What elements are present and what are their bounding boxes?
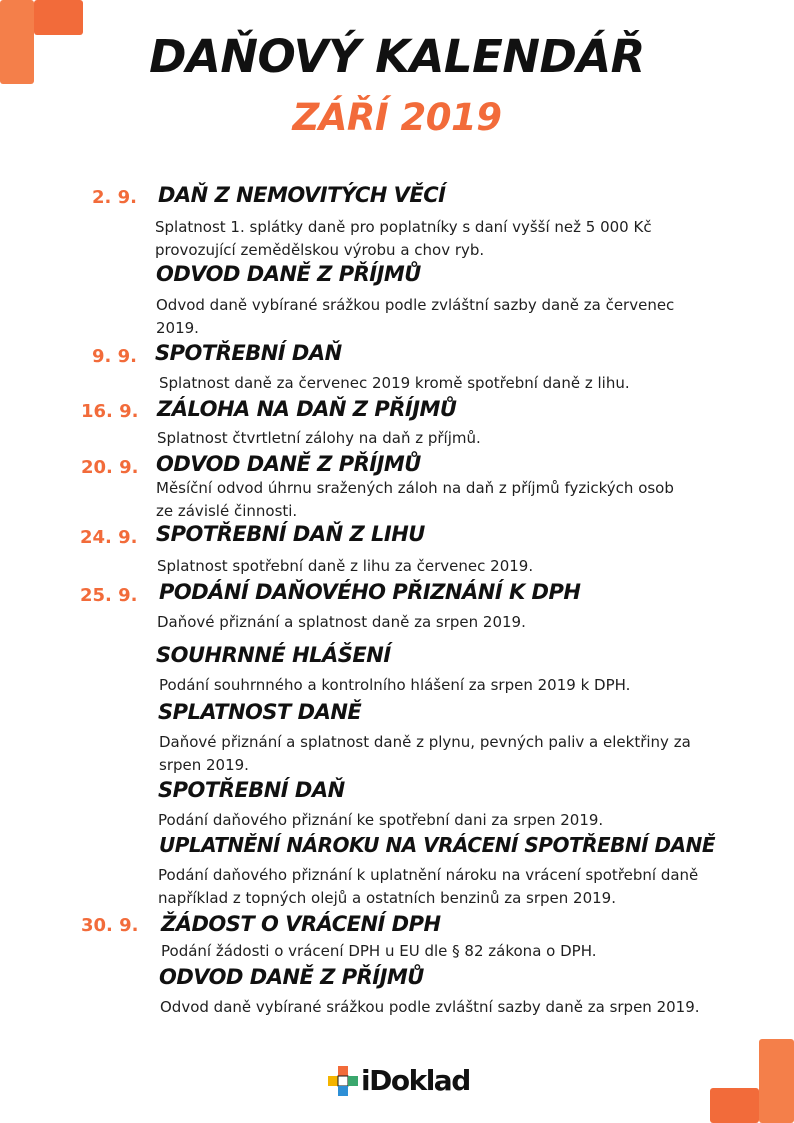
entry-text: Měsíční odvod úhrnu sražených záloh na daň z příjmů fyzických osob ze závislé činnosti. — [156, 479, 674, 520]
entry-heading: PODÁNÍ DAŇOVÉHO PŘIZNÁNÍ K DPH — [159, 580, 581, 604]
entry-heading: SPOTŘEBNÍ DAŇ — [158, 778, 345, 802]
entry-text: Splatnost 1. splátky daně pro poplatníky s daní vyšší než 5 000 Kč provozující zemědělskou výrobu a chov ryb. — [155, 218, 652, 259]
entry-heading: SOUHRNNÉ HLÁŠENÍ — [156, 643, 391, 667]
entry-text: Splatnost daně za červenec 2019 kromě spotřební daně z lihu. — [159, 374, 630, 392]
entry-text: Splatnost spotřební daně z lihu za červenec 2019. — [157, 557, 534, 575]
entry-text: Podání souhrnného a kontrolního hlášení za srpen 2019 k DPH. — [159, 676, 631, 694]
entry-text: Daňové přiznání a splatnost daně za srpen 2019. — [157, 613, 526, 631]
entry-heading: ODVOD DANĚ Z PŘÍJMŮ — [156, 262, 421, 286]
idoklad-plus-icon — [328, 1066, 358, 1096]
entry-date: 20. 9. — [81, 457, 139, 478]
entry-heading: DAŇ Z NEMOVITÝCH VĚCÍ — [158, 183, 446, 207]
entry-date: 25. 9. — [80, 585, 138, 606]
logo-text: iDoklad — [361, 1064, 470, 1097]
entry-date: 30. 9. — [81, 915, 139, 936]
entry-heading: SPOTŘEBNÍ DAŇ Z LIHU — [156, 522, 425, 546]
entry-text: Splatnost čtvrtletní zálohy na daň z příjmů. — [157, 429, 481, 447]
corner-decoration-bottom-right-tab — [710, 1088, 759, 1123]
entry-text: Podání daňového přiznání k uplatnění nároku na vrácení spotřební daně například z topných olejů a ostatních benzinů za srpen 2019. — [158, 866, 699, 907]
page-subtitle: ZÁŘÍ 2019 — [292, 96, 502, 139]
corner-decoration-bottom-right — [759, 1039, 794, 1123]
entry-heading: ODVOD DANĚ Z PŘÍJMŮ — [156, 452, 421, 476]
entry-text: Odvod daně vybírané srážkou podle zvláštní sazby daně za červenec 2019. — [156, 296, 675, 337]
entry-text: Daňové přiznání a splatnost daně z plynu, pevných paliv a elektřiny za srpen 2019. — [159, 733, 691, 774]
entry-heading: ODVOD DANĚ Z PŘÍJMŮ — [159, 965, 424, 989]
entry-heading: ZÁLOHA NA DAŇ Z PŘÍJMŮ — [157, 397, 457, 421]
entry-heading: SPOTŘEBNÍ DAŇ — [155, 341, 342, 365]
page-title: DAŇOVÝ KALENDÁŘ — [149, 30, 645, 83]
entry-date: 24. 9. — [80, 527, 138, 548]
entry-date: 2. 9. — [92, 187, 137, 208]
entry-text: Odvod daně vybírané srážkou podle zvláštní sazby daně za srpen 2019. — [160, 998, 700, 1016]
entry-text: Podání žádosti o vrácení DPH u EU dle § 82 zákona o DPH. — [161, 942, 597, 960]
entry-date: 16. 9. — [81, 401, 139, 422]
entry-date: 9. 9. — [92, 346, 137, 367]
entry-heading: SPLATNOST DANĚ — [158, 700, 362, 724]
entry-heading: ŽÁDOST O VRÁCENÍ DPH — [161, 912, 441, 936]
entry-heading: UPLATNĚNÍ NÁROKU NA VRÁCENÍ SPOTŘEBNÍ DANĚ — [159, 833, 716, 857]
idoklad-logo — [328, 1064, 470, 1098]
entry-text: Podání daňového přiznání ke spotřební dani za srpen 2019. — [158, 811, 604, 829]
